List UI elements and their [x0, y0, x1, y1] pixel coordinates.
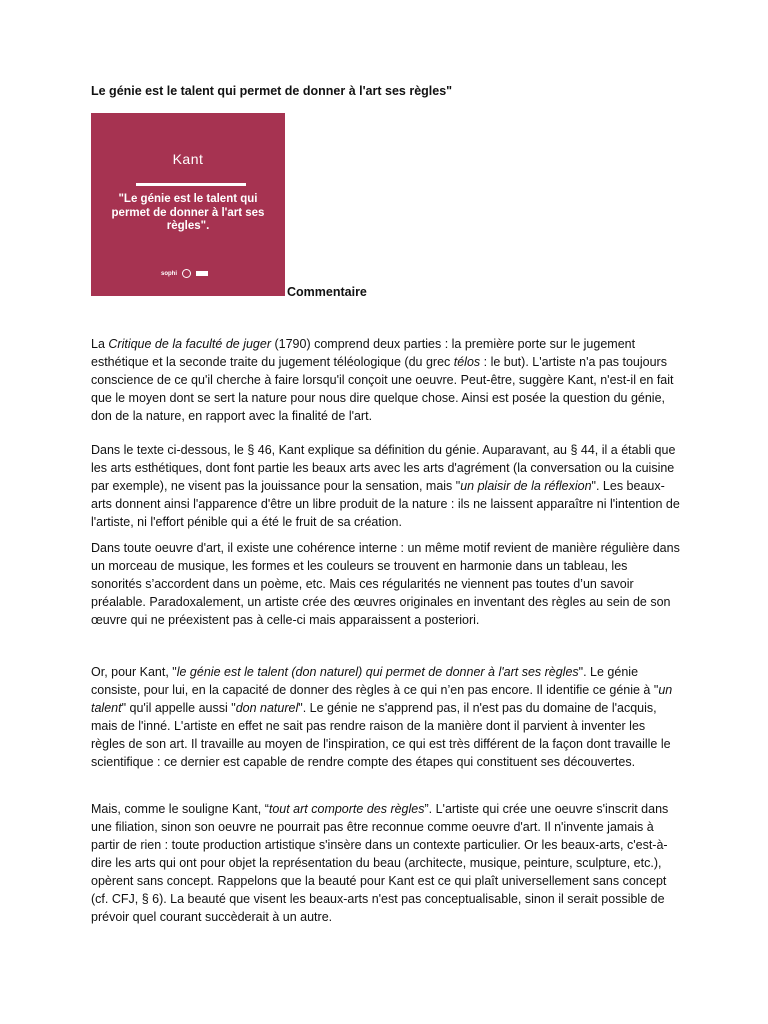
publisher-box-icon: [196, 271, 208, 276]
paragraph-intro: La Critique de la faculté de juger (1790) comprend deux parties : la première porte sur le jugement esthétique et la seconde traite du jugement téléologique (du grec télos : le but). L'artiste n'a pas toujours conscience de ce qu'il cherche à faire lorsqu'il conçoit une oeuvre. Peut-être, suggère Kant, n'est-il en fait que le moyen dont se sert la nature pour nous dire quelque chose. Ainsi est posée la question du génie, don de la nature, en rapport avec la finalité de l'art.: [91, 337, 674, 423]
publisher-logo-text: sophi: [161, 270, 177, 277]
kant-quote-poster: [91, 113, 285, 296]
poster-logos: [161, 269, 208, 278]
paragraph-definition: Dans le texte ci-dessous, le § 46, Kant explique sa définition du génie. Auparavant, au § 44, il a établi que les arts esthétiques, dont font partie les beaux arts avec les arts d'agrément (la conversation ou la cuisine par exemple), ne visent pas la jouissance pour la sensation, mais "un plaisir de la réflexion". Les beaux-arts donnent ainsi l'apparence d'être un libre produit de la nature : ils ne laissent apparaître ni l'intention de l'artiste, ni l'effort pénible qui a été le fruit de sa création.: [91, 443, 680, 529]
poster-author: Kant: [172, 151, 204, 167]
poster-divider: [136, 183, 246, 186]
paragraph-genius: Or, pour Kant, "le génie est le talent (don naturel) qui permet de donner à l'art ses règles". Le génie consiste, pour lui, en la capacité de donner des règles à ce qui n’en pas encore. Il identifie ce génie à "un talent" qu'il appelle aussi "don naturel". Le génie ne s'apprend pas, il n'est pas du domaine de l'acquis, mais de l'inné. L'artiste en effet ne sait pas rendre raison de la manière dont il parvient à inventer les règles de son art. Il travaille au moyen de l'inspiration, ce qui est très différent de la façon dont travaille le scientifique : ce dernier est capable de rendre compte des étapes qui constituent ses découvertes.: [91, 665, 673, 769]
figure-row: [91, 113, 367, 299]
publisher-circle-icon: [182, 269, 191, 278]
paragraph-rules: Mais, comme le souligne Kant, “tout art comporte des règles”. L'artiste qui crée une oeuvre s'inscrit dans une filiation, sinon son oeuvre ne pourrait pas être reconnue comme oeuvre d'art. Il n'invente jamais à partir de rien : toute production artistique s'insère dans un contexte particulier. Or les beaux-arts, c'est-à-dire les arts qui ont pour objet la représentation du beau (architecte, musique, peinture, sculpture, etc.), opèrent sans concept. Rappelons que la beauté pour Kant est ce qui plaît universellement sans concept (cf. CFJ, § 6). La beauté que visent les beaux-arts n'est pas conceptualisable, sinon il serait possible de prévoir quel courant succèderait à un autre.: [91, 802, 669, 924]
paragraph-coherence: Dans toute oeuvre d'art, il existe une cohérence interne : un même motif revient de manière régulière dans un morceau de musique, les formes et les couleurs se trouvent en harmonie dans un tableau, les sonorités s’accordent dans un poème, etc. Mais ces régularités ne viennent pas toutes d’un savoir préalable. Paradoxalement, un artiste crée des œuvres originales en inventant des règles au sein de son œuvre qui ne préexistent pas à celle-ci mais apparaissent a posteriori.: [91, 541, 680, 627]
document-title: Le génie est le talent qui permet de donner à l'art ses règles": [91, 84, 453, 98]
poster-quote: "Le génie est le talent qui permet de donner à l'art ses règles".: [111, 193, 265, 232]
section-heading-commentaire: Commentaire: [287, 285, 367, 299]
